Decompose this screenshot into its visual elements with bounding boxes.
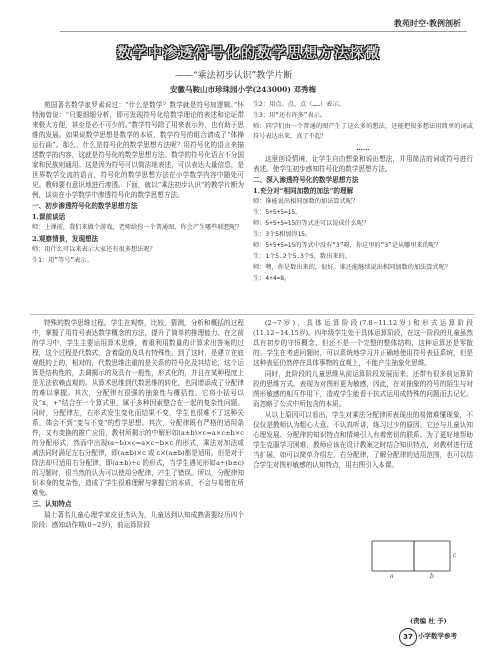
article-author: 安徽马鞍山市珍珠园小学(243000) 邓秀梅 [170,85,317,94]
left-top-para-0: 苑国著名数学家罗素说过：“什么是数学？数学就是符号加逻辑。”怀特海曾说：“只要细细分析，即可发现符号化给数学理论的表述和论证带来极大方便，甚至是必不可少的。”数学符号除了用来表示外，也有助于思维的发展。如果说数学思想是数学的本质，数学符号的组合请成了“体操运行曲”。那么，什么是符号化的数学思想方法呢？用符号化的语言来描述数学的内容，这就是符号化的数学思想方法。数学的符号化语言不分国家和民族则通用。这是因为符号可以简洁地表述，可以表达大量信息，是世界数学交流的语言，符号化的数学思想方法在小学数学内容中随处可见。教师要有意识地进行渗透。下面，就以“乘法初步认识”的教学片断为例，谈谈在小学数学中渗透符号化的数学思想方法。 [32,101,244,199]
right-top-para-13: 师：噢，你是数出来的，很好。谁还能继续说出相同加数的加法算式呢？ [253,264,451,271]
journal-name: 小学数学参考 [418,632,457,640]
left-top-para-4: 2.观察情景，发现想法 [32,235,99,243]
right-top-para-14: 生：4+4=8。 [253,275,291,282]
left-bottom-para-0: 特殊的数学思维过程。学生在观察，比较，猜测，分析和概括的过程中，掌握了用符号表达数学概念的方法，提升了简单的推理能力。在之前的学习中，学生主要运用算术思维，着重利用数量的计算求出答案的过程，这个过程是代数式，含着隐的及具有特殊性。到了这时，是建立在底观纸的上的，相对的，代数思维注重的是关系的符号化及其结论，这个运算是结构性的，去调揭示的及具有一般性，形式化的，并且在某种程度上是无法依赖直观的。从算术思维到代数思维的转化，也同增添成了分配律的难以掌握。其次，分配律有很强的抽象性与概括性，它将小括号以及“x，+”结合在一个算式里，属于多种因素整合在一起的复杂性问题。同时，分配律左，右形式发生变化而结果不变，学生也很难不了这种关系，体会不到“变与不变”的哲学思想。其次，分配律既有严格的适用条件，又有变换的推广应用，教材所揭示的中解形如(a±b)×c=a×c±b×c的分配形式，然而中出现(a−b)×c=a×c−b×c 的形式，乘法对加法或减法同时满足左右分配律，即(a±b)×c 或 c×(a±b)都是适用。但是对于除法却只适用右分配律，即(a±b)÷c 的形式，当学生遇见形如a÷(b±c)的习题时，很当然的认为可以使用分配律，产生了错误。所以，分配律知识本身的复杂性，造成了学生很难理解与掌握它的本质，不会与易错在所难免。 [32,319,244,497]
right-top-para-5: 二、深入渗透符号化的数学思想方法 [253,176,359,184]
left-top-para-2: 1.课前谈话 [32,213,66,221]
right-top-para-0: 生2：用点、点、点（……）表示。 [253,101,345,108]
section-divider [30,314,475,315]
figure-label-b: b [430,573,434,580]
left-column-bottom [32,318,244,641]
right-top-para-8: 生：5+5+5=15。 [253,209,302,216]
header-rule [60,31,467,32]
right-bottom-para-0: (2−7岁)，具体运算阶段(7.8−11.12岁)和形式运算阶段(11.12−14.15岁)。四年级学生处于具体运算阶段，在这一阶段的儿童虽然具有初步的守恒概念，但还不是一个完整的整体结构，这种运算还是零散的。学生在考虑问题时，可以系统地学习并正确地使用符号表征系统，但是这种表征仍然停在具体事物的直观上，不能产生抽象化思维。 [253,319,473,367]
right-top-para-12: 生：1个5.2个5.3个5，数出来的。 [253,253,351,260]
left-column-top [32,100,244,303]
figure-label-c: c [453,552,457,559]
right-bottom-para-1: 同时，此阶段的儿童思维从前运算阶段发展而来，还带有很多前运算阶段的思维方式。表现为对图形更为敏感，因此，在对抽象的符号的陌生与对图形敏感的相互作用下，造成学生能看于抗式运用成特殊的问题而去记忆。而忽略了公式中所包含的本质。 [253,370,473,408]
right-column-top [253,100,473,318]
distributive-figure [366,535,462,583]
right-top-para-2: 师：同学们由一个普通的图产生了这么多的想法，还能把很多想法用简单的词或符号表达出来，真了不起！ [253,123,473,140]
right-bottom-para-2: 从以上原因可以看出，学生对乘法分配律所表现出的易错难懂现象，不仅仅是教师认为粗心大意、不认真听讲，练习过少的原因，它还与儿童认知心理发展、分配律的知识特点和情境引入有着密切的联系。为了更好地帮助学生克服学习困难，教师应该在设计教案之时结合知识特点，对教材进行适当扩展，如可以简单介绍左、右分配律，了解分配律的适用范围，也可以结合学生对图形敏感的认知特点，用右图引入本课。 [253,411,473,469]
left-bottom-para-2: 瑞士著名儿童心理学家皮亚杰认为，儿童达到认知成熟需要经历四个阶段：感知动作期(0−2岁)，前运算阶段 [32,511,244,529]
right-top-para-9: 师：5+5+5=15的等式还可以说成什么呢？ [253,220,370,227]
left-top-para-5: 师：用什么可以来表示大家还有很多想法呢？ [32,246,156,253]
right-top-para-6: 1.充分对“相同加数的加法”的理解 [253,187,354,195]
editor-signature: (责编 杜 予) [410,617,447,625]
left-top-para-3: 师：上课前，我们来做个游戏，老师给你一个普通图，你会产生哪些联想呢？ [32,224,243,231]
right-top-para-1: 生3：用“还有许多”表示。 [253,112,327,119]
left-top-para-6: 生1：用“等号”表示。 [32,257,93,264]
right-top-para-11: 师：5+5+5=15的等式中没有“3”呀，你这里的“3”是从哪里来的呢？ [253,242,442,249]
article-subtitle: ——“乘法初步认识”教学片断 [175,71,293,81]
right-top-para-4: 这里创设情境，让学生自由想象和说出想法，并用简洁的词或符号进行表述。使学生初步感知符号化的数学思想方法。 [253,155,473,173]
column-header: 教苑时空·教例剖析 [393,19,461,28]
right-top-para-7: 师：谁能说出相同加数的加法算式呢？ [253,198,359,205]
figure-rectangles [366,535,462,583]
left-top-para-1: 一、初步渗透符号化的数学思想方法 [32,202,138,210]
article-title: 数学中渗透符号化的数学思想方法探微 [116,46,381,62]
right-top-para-3: …… [356,144,370,152]
right-top-para-10: 生：3个5相加得15。 [253,231,312,238]
figure-label-a: a [390,573,394,580]
page-number: 37 [399,628,417,646]
left-bottom-para-1: 三、认知特点 [32,500,72,508]
